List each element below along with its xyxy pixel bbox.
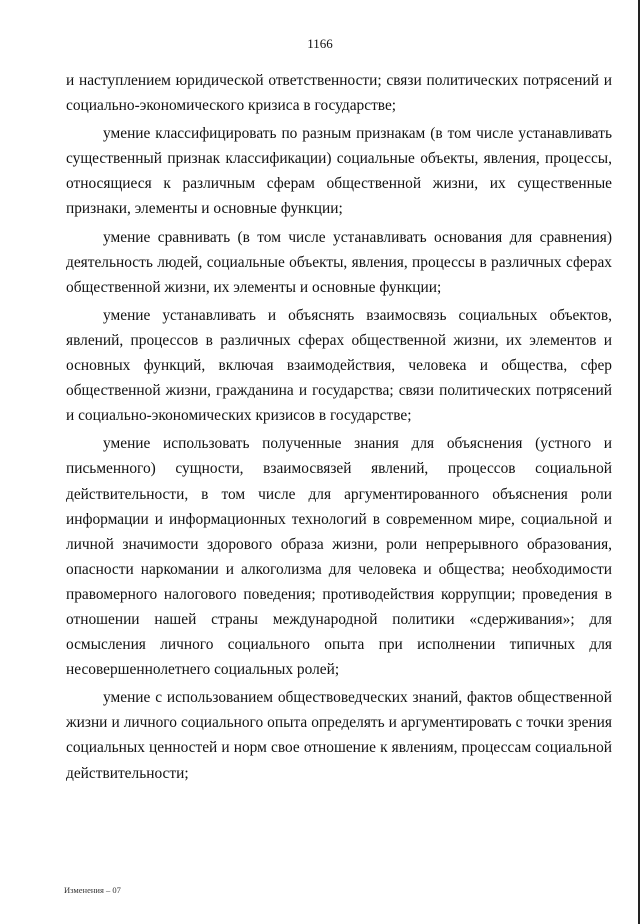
footer-revision-note: Изменения – 07	[64, 885, 121, 895]
paragraph-classify-skill: умение классифицировать по разным признакам (в том числе устанавливать существенный признак классификации) социальные объекты, явления, процессы, относящиеся к различным сферам общественной жизни, их существенные признаки, элементы и основные функции;	[66, 125, 612, 218]
paragraph-apply-knowledge-skill: умение использовать полученные знания для объяснения (устного и письменного) сущности, взаимосвязей явлений, процессов социальной действительности, в том числе для аргументированного объяснения роли информации и информационных технологий в современном мире, социальной и личной значимости здорового образа жизни, роли непрерывного образования, опасности наркомании и алкоголизма для человека и общества; необходимости правомерного налогового поведения; противодействия коррупции; проведения в отношении нашей страны международной политики «сдерживания»; для осмысления личного социального опыта при исполнении типичных для несовершеннолетнего социальных ролей;	[66, 435, 612, 679]
paragraph-relationship-skill: умение устанавливать и объяснять взаимосвязь социальных объектов, явлений, процессов в различных сферах общественной жизни, их элементов и основных функций, включая взаимодействия, человека и общества, сфер общественной жизни, гражданина и государства; связи политических потрясений и социально-экономических кризисов в государстве;	[66, 306, 612, 425]
paragraph-argue-skill: умение с использованием обществоведческих знаний, фактов общественной жизни и личного социального опыта определять и аргументировать с точки зрения социальных ценностей и норм свое отношение к явлениям, процессам социальной действительности;	[66, 689, 612, 782]
document-body	[66, 68, 612, 789]
paragraph-continuation: и наступлением юридической ответственности; связи политических потрясений и социально-экономического кризиса в государстве;	[66, 72, 612, 115]
paragraph-compare-skill: умение сравнивать (в том числе устанавливать основания для сравнения) деятельность людей, социальные объекты, явления, процессы в различных сферах общественной жизни, их элементы и основные функции;	[66, 228, 612, 296]
page-number: 1166	[307, 36, 333, 51]
